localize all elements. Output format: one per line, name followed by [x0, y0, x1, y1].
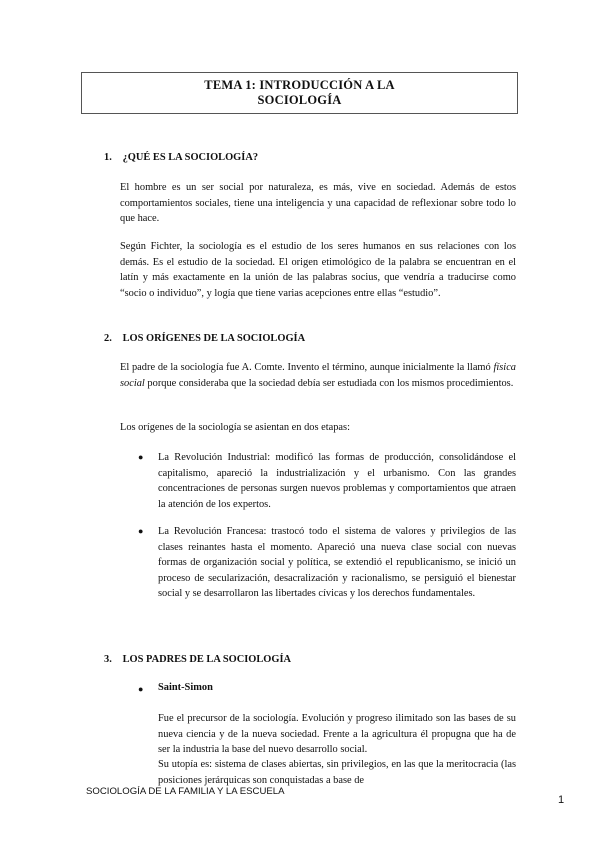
section-1-heading: [104, 152, 258, 163]
paragraph: Según Fichter, la sociología es el estudio de los seres humanos en sus relaciones con los demás. Es el estudio de la sociedad. El origen etimológico de la palabra se encuentran en el latín y más exactamente en la unión de las palabras socius, que vendría a traducirse como “socio o individuo”, y logía que tiene varias acepciones entre ellas “estudio”.: [120, 241, 516, 299]
paragraph: Los orígenes de la sociología se asientan en dos etapas:: [120, 422, 350, 433]
paragraph-text: El padre de la sociología fue A. Comte. Invento el término, aunque inicialmente la llamó: [120, 362, 494, 373]
section-number: 3.: [104, 654, 112, 665]
bullet-item: La Revolución Industrial: modificó las formas de producción, consolidándose el capitalismo, apareció la industrialización y el urbanismo. Con las grandes concentraciones de personas surgen nuevos problemas y comportamientos que atraen la atención de los expertos.: [158, 452, 516, 510]
subsection-item: Saint-Simon: [158, 682, 213, 693]
section-2-heading: [104, 333, 305, 344]
bullet-item: La Revolución Francesa: trastocó todo el sistema de valores y privilegios de las clases reinantes hasta el momento. Apareció una nueva clase social con nuevas formas de organización social y política, se extendió el republicanismo, se inició un proceso de secularización, desacralización y racionalismo, se persiguió el bienestar social y se desarrollaron las libertades cívicas y los derechos fundamentales.: [158, 526, 516, 600]
page-number: 1: [558, 794, 565, 806]
paragraph: [120, 360, 516, 391]
section-number: 1.: [104, 152, 112, 163]
section-title: LOS ORÍGENES DE LA SOCIOLOGÍA: [122, 333, 306, 344]
section-title: ¿QUÉ ES LA SOCIOLOGÍA?: [122, 152, 259, 163]
section-3-heading: [104, 654, 291, 665]
document-title-line2: SOCIOLOGÍA: [257, 93, 342, 107]
bullet-icon: ●: [138, 526, 144, 536]
paragraph: Fue el precursor de la sociología. Evolución y progreso ilimitado son las bases de su nueva ciencia y de la nueva sociedad. Frente a la agricultura él propugna que ha de ser la industria la base del nuevo desarrollo social.: [158, 713, 516, 756]
page-footer: SOCIOLOGÍA DE LA FAMILIA Y LA ESCUELA: [86, 786, 285, 797]
section-title: LOS PADRES DE LA SOCIOLOGÍA: [122, 654, 292, 665]
bullet-icon: ●: [138, 452, 144, 462]
section-number: 2.: [104, 333, 112, 344]
document-title-box: [81, 72, 518, 114]
paragraph: El hombre es un ser social por naturaleza, es más, vive en sociedad. Además de estos comportamientos sociales, tiene una inteligencia y una capacidad de reflexionar sobre todo lo que hace.: [120, 182, 516, 225]
italic-term: física social: [120, 362, 516, 389]
paragraph-text: porque consideraba que la sociedad debía ser estudiada con los mismos procedimientos.: [144, 377, 514, 389]
paragraph: Su utopía es: sistema de clases abiertas, sin privilegios, en las que la meritocracia (las posiciones jerárquicas son conquistadas a base de: [158, 759, 516, 786]
document-title-line1: TEMA 1: INTRODUCCIÓN A LA: [204, 78, 395, 92]
bullet-icon: ●: [138, 684, 144, 694]
